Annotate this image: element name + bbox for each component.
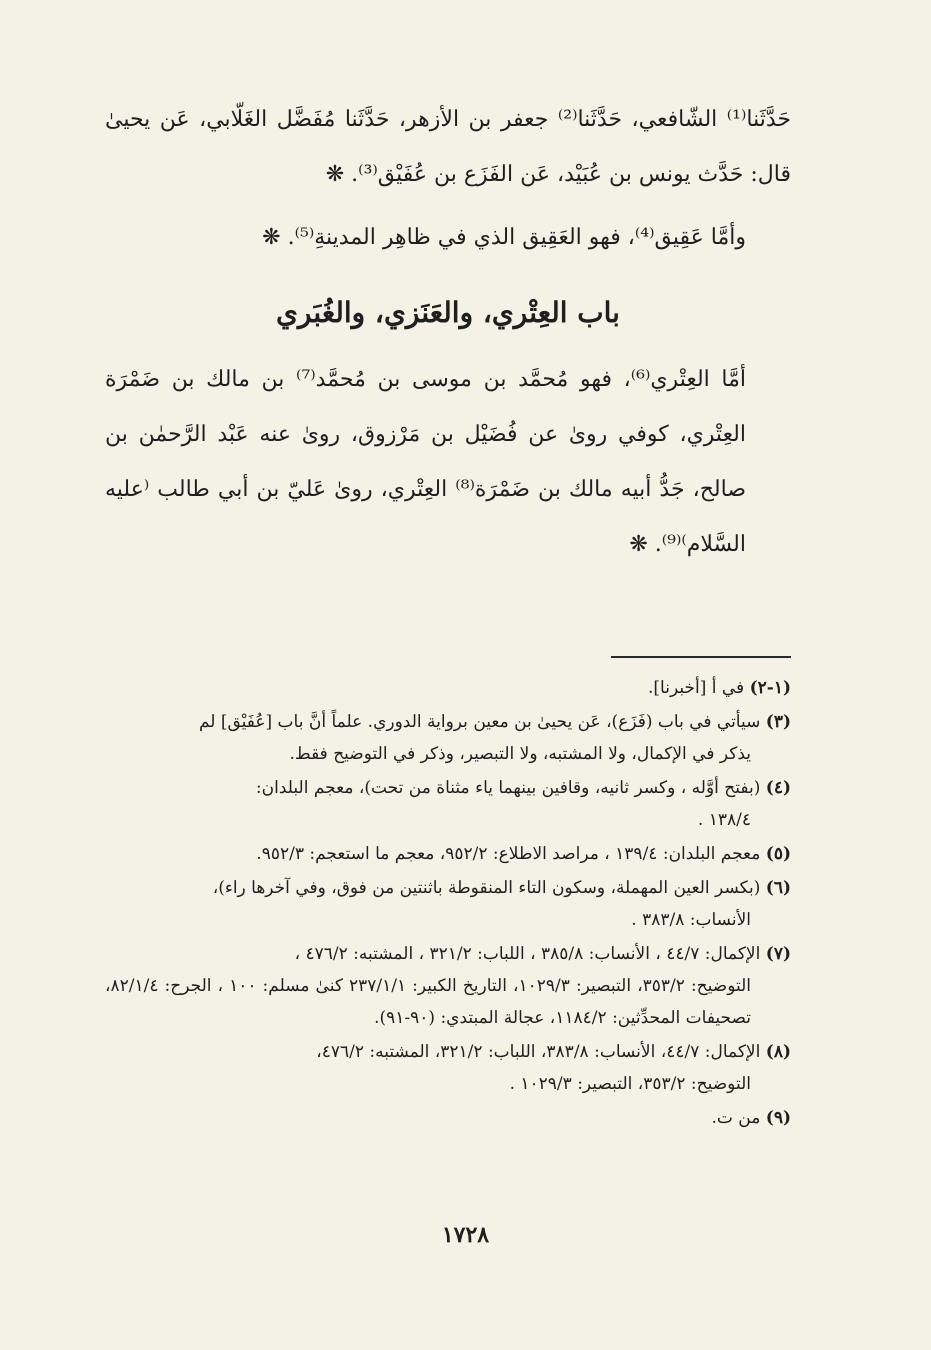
footnote-8 xyxy=(105,1036,791,1100)
section-heading: باب العِتْري، والعَنَزي، والغُبَري xyxy=(276,296,620,329)
footnote-number: (٨) xyxy=(765,1042,791,1062)
footnote-4 xyxy=(105,772,791,836)
footnote-number: (٩) xyxy=(765,1108,791,1128)
footnote-text: معجم البلدان: ١٣٩/٤ ، مراصد الاطلاع: ٩٥٢/٢، معجم ما استعجم: ٩٥٢/٣. xyxy=(256,844,761,864)
paragraph-2: وأمَّا عَقِيق⁽⁴⁾، فهو العَقِيق الذي في ظاهِر المدينةِ⁽⁵⁾. ❋ xyxy=(262,225,746,250)
footnote-text: في أ [أخبرنا]. xyxy=(648,678,745,698)
footnote-text: سيأتي في باب (فَزَع)، عَن يحيىٰ بن معين برواية الدوري. علماً أنَّ باب [عُفَيْق] لم xyxy=(198,712,761,732)
paragraph-1: حَدَّثَنا⁽¹⁾ الشّافعي، حَدَّثَنا⁽²⁾ جعفر بن الأزهر، حَدَّثَنا مُفَضَّل الغَلّابي، عَن يحيىٰ قال: حَدَّث يونس بن عُبَيْد، عَن الفَزَع بن عُفَيْق⁽³⁾. ❋ xyxy=(105,107,791,187)
footnote-continuation: ١٣٨/٤ . xyxy=(697,810,751,830)
footnote-9 xyxy=(105,1102,791,1134)
footnote-continuation: الأنساب: ٣٨٣/٨ . xyxy=(631,910,751,930)
footnote-number: (٦) xyxy=(765,878,791,898)
footnote-number: (٤) xyxy=(765,778,791,798)
footnote-separator xyxy=(611,656,791,658)
footnote-text: (بفتح أوَّله ، وكسر ثانيه، وقافين بينهما ياء مثناة من تحت)، معجم البلدان: xyxy=(255,778,761,798)
footnote-text: (بكسر العين المهملة، وسكون التاء المنقوطة باثنتين من فوق، وفي آخرها راء)، xyxy=(212,878,761,898)
footnote-6 xyxy=(105,872,791,936)
footnote-5 xyxy=(105,838,791,870)
footnote-text: من ت. xyxy=(711,1108,761,1128)
footnote-text: الإكمال: ٤٤/٧ ، الأنساب: ٣٨٥/٨ ، اللباب: ٣٢١/٢ ، المشتبه: ٤٧٦/٢ ، xyxy=(294,944,761,964)
footnote-number: (٧) xyxy=(765,944,791,964)
paragraph-3: أمَّا العِتْري⁽⁶⁾، فهو مُحمَّد بن موسى بن مُحمَّد⁽⁷⁾ بن مالك بن ضَمْرَة العِتْري، كوفي روىٰ عن فُضَيْل بن مَرْزوق، روىٰ عنه عَبْد الرَّحمٰن بن صالح، جَدُّ أبيه مالك بن ضَمْرَة⁽⁸⁾ العِتْري، روىٰ عَليّ بن أبي طالب ⁽عليه السَّلام⁾⁽⁹⁾. ❋ xyxy=(105,367,746,557)
footnote-text: الإكمال: ٤٤/٧، الأنساب: ٣٨٣/٨، اللباب: ٣٢١/٢، المشتبه: ٤٧٦/٢، xyxy=(316,1042,761,1062)
page-number: ١٧٢٨ xyxy=(441,1222,490,1248)
footnote-continuation: يذكر في الإكمال، ولا المشتبه، ولا التبصير، وذكر في التوضيح فقط. xyxy=(289,744,751,764)
footnote-1 xyxy=(105,672,791,704)
footnote-number: (٣) xyxy=(765,712,791,732)
footnote-continuation: التوضيح: ٣٥٣/٢، التبصير: ١٠٢٩/٣ . xyxy=(509,1074,751,1094)
main-text xyxy=(105,92,791,572)
footnote-number: (٥) xyxy=(765,844,791,864)
footnote-3 xyxy=(105,706,791,770)
footnote-continuation: التوضيح: ٣٥٣/٢، التبصير: ١٠٢٩/٣، التاريخ الكبير: ٢٣٧/١/١ كنىٰ مسلم: ١٠٠ ، الجرح: ٨٢/١/٤، تصحيفات المحدِّثين: ١١٨٤/٢، عجالة المبتدي: (٩٠-٩١). xyxy=(105,976,752,1028)
footnotes xyxy=(105,670,791,1136)
footnote-7 xyxy=(105,938,791,1034)
footnote-number: (١-٢) xyxy=(749,678,791,698)
